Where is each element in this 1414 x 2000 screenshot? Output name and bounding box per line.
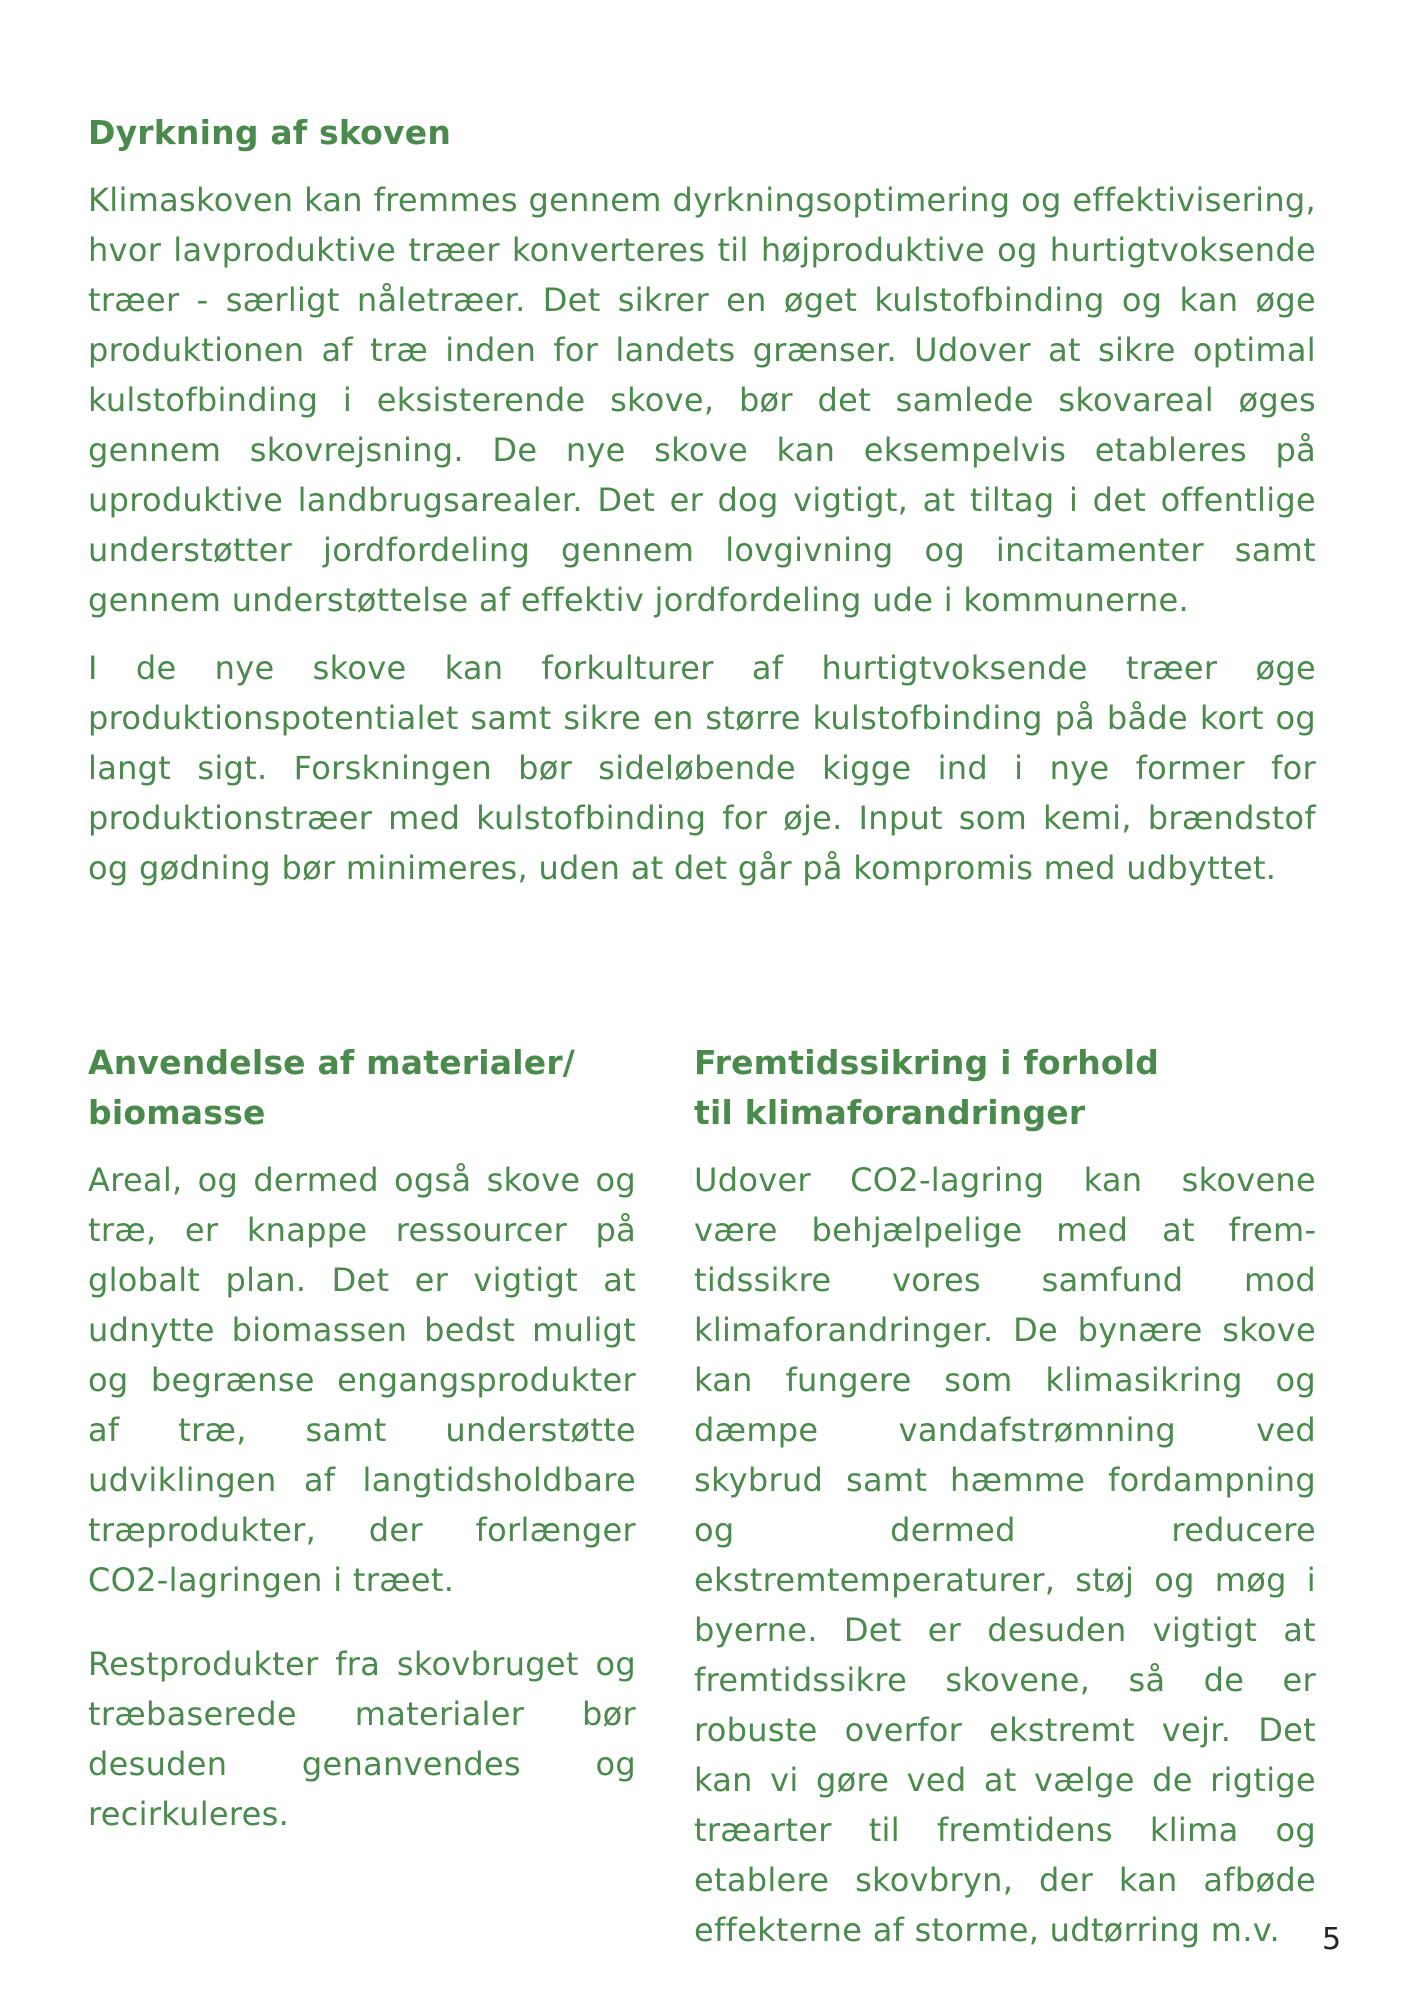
section-materials [88,1038,636,1839]
section-heading-cultivation: Dyrkning af skoven [88,113,452,152]
heading-line-2: biomasse [88,1093,266,1132]
materials-paragraph-1: Areal, og dermed også skove og træ, er knappe ressourcer på globalt plan. Det er vigtigt at udnytte biomassen bedst muligt og begrænse engangsprodukter af træ, samt understøtte udviklingen af langtidsholdbare træprodukter, der forlænger CO2-lagringen i træet. [88,1161,636,1599]
cultivation-paragraph-1: Klimaskoven kan fremmes gennem dyrkningsoptimering og effektivisering, hvor lavproduktive træer konverteres til højproduktive og hurtigtvoksende træer - særligt nåletræer. Det sikrer en øget kulstofbinding og kan øge produktionen af træ inden for landets grænser. Udover at sikre optimal kulstofbinding i eksisterende skove, bør det samlede skovareal øges gennem skovrejsning. De nye skove kan eksempelvis etableres på uproduktive landbrugsarealer. Det er dog vigtigt, at tiltag i det offentlige understøtter jordfordeling gennem lovgivning og incitamenter samt gennem understøttelse af effektiv jordfordeling ude i kommunerne. [88,181,1316,619]
section-climate [694,1038,1316,1955]
section-heading-climate [694,1038,1316,1138]
section-heading-materials [88,1038,636,1138]
heading-line-1: Fremtidssikring i forhold [694,1043,1160,1082]
heading-line-1: Anvendelse af materialer/ [88,1043,576,1082]
cultivation-paragraph-2: I de nye skove kan forkulturer af hurtigtvoksende træer øge produktionspotentialet samt sikre en større kulstofbinding på både kort og langt sigt. Forskningen bør sideløbende kigge ind i nye former for produktionstræer med kulstofbinding for øje. Input som kemi, brændstof og gødning bør minimeres, uden at det går på kompromis med udbyttet. [88,649,1316,887]
materials-paragraph-2: Restprodukter fra skovbruget og træbaserede materialer bør desuden genanvendes og recirkuleres. [88,1645,636,1833]
page-number: 5 [1322,1922,1342,1957]
heading-line-2: til klimaforandringer [694,1093,1086,1132]
section-cultivation [88,108,1316,893]
climate-paragraph-1: Udover CO2-lagring kan skovene være behjælpelige med at fremtidssikre vores samfund mod klimaforandringer. De bynære skove kan fungere som klimasikring og dæmpe vandafstrømning ved skybrud samt hæmme fordampning og dermed reducere ekstremtemperaturer, støj og møg i byerne. Det er desuden vigtigt at fremtidssikre skovene, så de er robuste overfor ekstremt vejr. Det kan vi gøre ved at vælge de rigtige træarter til fremtidens klima og etablere skovbryn, der kan afbøde effekterne af storme, udtørring m.v. [694,1161,1316,1949]
